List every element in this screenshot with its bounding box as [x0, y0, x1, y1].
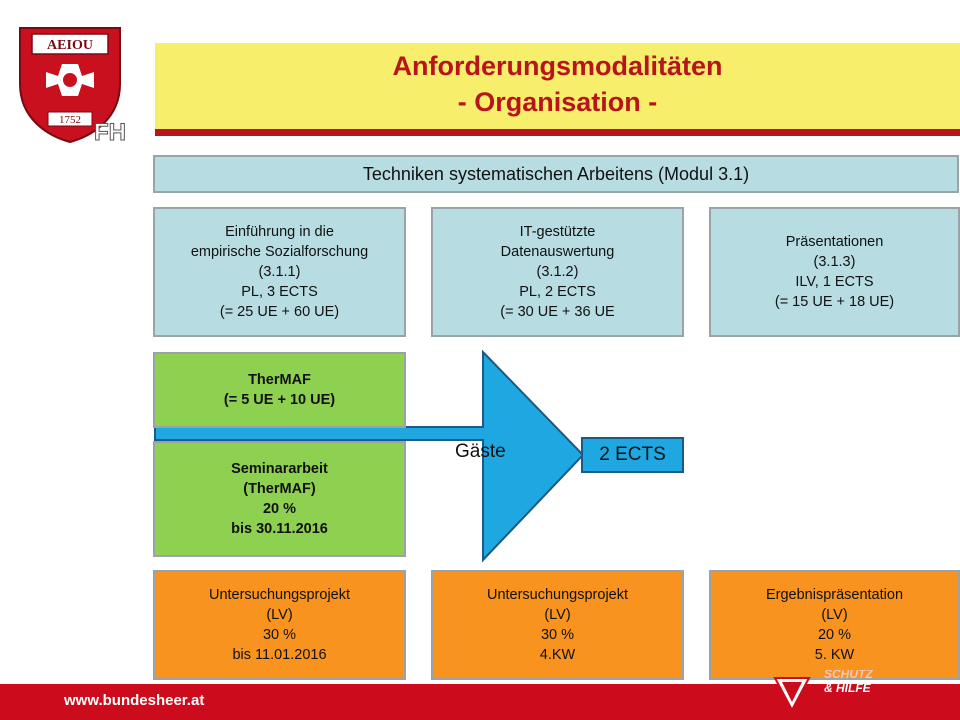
footer-slogan — [824, 670, 924, 706]
logo-mark: FH — [94, 119, 126, 144]
course-box-text: IT-gestützte Datenauswertung (3.1.2) PL, 2 ECTS (= 30 UE + 36 UE — [500, 224, 615, 320]
assessment-box-1 — [153, 570, 406, 680]
course-box-3-1-3 — [709, 207, 960, 337]
seminararbeit-text: Seminararbeit (TherMAF) 20 % bis 30.11.2016 — [231, 461, 328, 537]
logo-banner-text: AEIOU — [47, 38, 93, 53]
course-box-text: Präsentationen (3.1.3) ILV, 1 ECTS (= 15 UE + 18 UE) — [774, 234, 895, 310]
title-line-2: - Organisation - — [457, 87, 658, 117]
course-box-3-1-2 — [431, 207, 684, 337]
assessment-box-2 — [431, 570, 684, 680]
assessment-box-3 — [709, 570, 960, 680]
crest-icon — [12, 24, 132, 144]
arrow-label: Gäste — [455, 441, 506, 462]
page-title — [155, 48, 960, 120]
slogan-line-2: & HILFE — [824, 681, 871, 695]
module-title: Techniken systematischen Arbeitens (Modul 3.1) — [362, 164, 750, 184]
title-underline — [155, 129, 960, 136]
slogan-line-1: SCHUTZ — [824, 670, 873, 681]
bundesheer-shield-icon — [772, 676, 812, 712]
ects-label: 2 ECTS — [599, 444, 666, 465]
ects-box — [581, 437, 684, 473]
course-box-text: Einführung in die empirische Sozialforschung (3.1.1) PL, 3 ECTS (= 25 UE + 60 UE) — [190, 224, 369, 320]
footer-url[interactable]: www.bundesheer.at — [64, 692, 205, 709]
thermaf-text: TherMAF (= 5 UE + 10 UE) — [223, 372, 336, 408]
thermaf-box — [153, 352, 406, 428]
course-box-3-1-1 — [153, 207, 406, 337]
assessment-text: Untersuchungsprojekt (LV) 30 % 4.KW — [486, 587, 629, 663]
assessment-text: Untersuchungsprojekt (LV) 30 % bis 11.01.2016 — [208, 587, 351, 663]
title-line-1: Anforderungsmodalitäten — [392, 51, 723, 81]
logo-year: 1752 — [59, 114, 81, 126]
assessment-text: Ergebnispräsentation (LV) 20 % 5. KW — [765, 587, 904, 663]
module-title-box — [153, 155, 959, 193]
seminararbeit-box — [153, 441, 406, 557]
fh-logo — [12, 24, 132, 144]
